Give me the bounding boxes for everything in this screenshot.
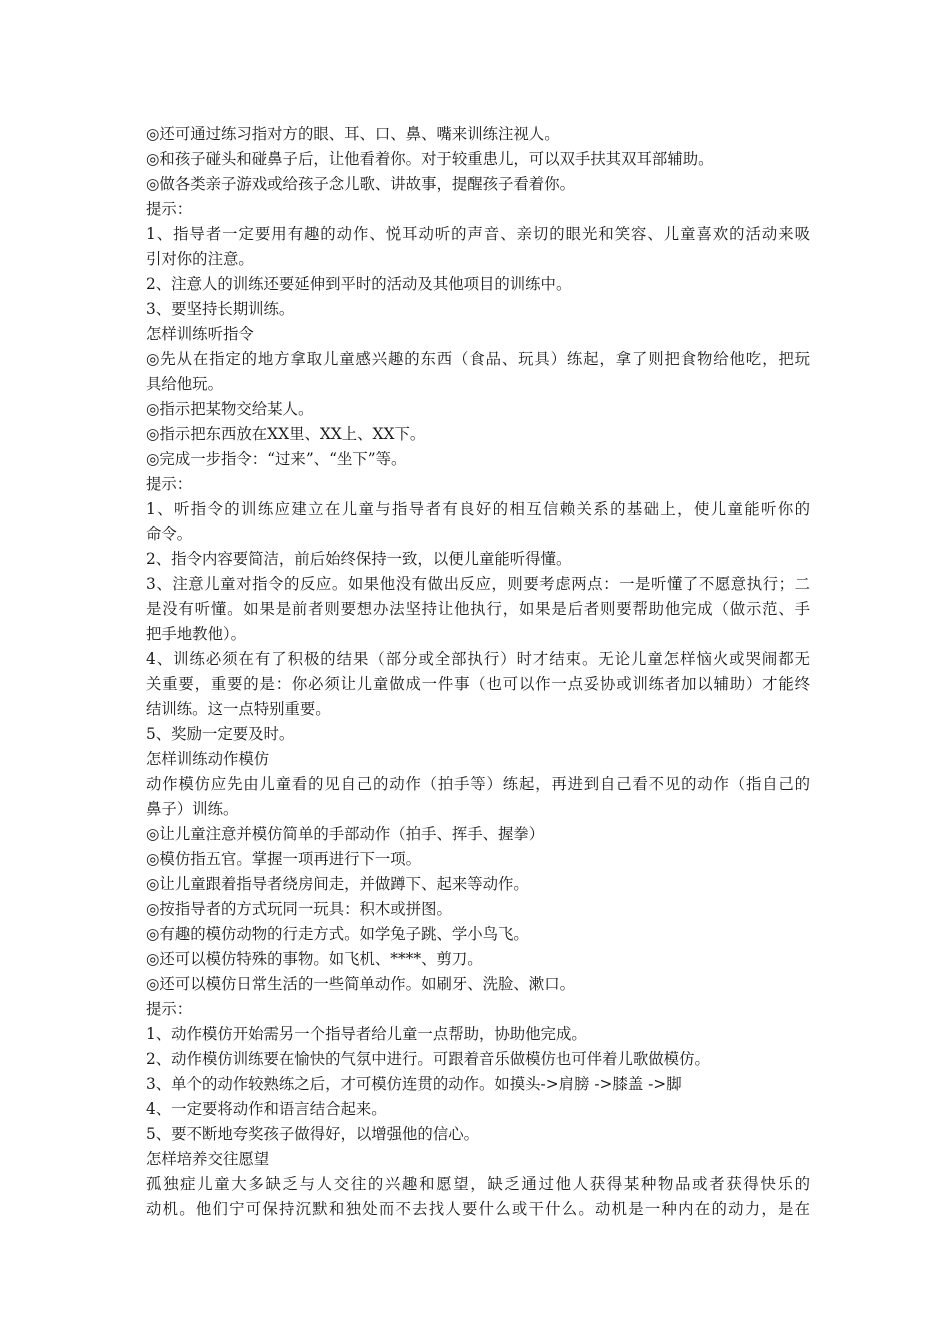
text-line: 提示： [146,200,193,218]
text-line: 鼻子）训练。 [146,800,239,818]
text-line: 5、要不断地夸奖孩子做得好，以增强他的信心。 [146,1125,479,1143]
text-line: 命令。 [146,525,193,543]
text-line: 引对你的注意。 [146,250,254,268]
text-line: 具给他玩。 [146,375,223,393]
text-line: 3、要坚持长期训练。 [146,300,295,318]
text-line: 2、注意人的训练还要延伸到平时的活动及其他项目的训练中。 [146,275,572,293]
text-line: ◎模仿指五官。掌握一项再进行下一项。 [146,850,422,868]
text-line: 把手地教他）。 [146,625,247,643]
text-line: 是没有听懂。如果是前者则要想办法坚持让他执行，如果是后者则要帮助他完成（做示范、手 [146,600,810,618]
text-line: 怎样训练动作模仿 [146,750,270,768]
text-line: 动作模仿应先由儿童看的见自己的动作（拍手等）练起，再进到自己看不见的动作（指自己的 [146,775,810,793]
text-line: 提示： [146,475,193,493]
text-line: 1、动作模仿开始需另一个指导者给儿童一点帮助，协助他完成。 [146,1025,587,1043]
text-line: ◎有趣的模仿动物的行走方式。如学兔子跳、学小鸟飞。 [146,925,529,943]
text-line: 结训练。这一点特别重要。 [146,700,331,718]
text-line: ◎还可通过练习指对方的眼、耳、口、鼻、嘴来训练注视人。 [146,125,560,143]
text-line: ◎让儿童注意并模仿简单的手部动作（拍手、挥手、握拳） [146,825,545,843]
text-line: ◎指示把某物交给某人。 [146,400,314,418]
text-line: ◎还可以模仿特殊的事物。如飞机、****、剪刀。 [146,950,483,968]
text-line: 3、单个的动作较熟练之后，才可模仿连贯的动作。如摸头->肩膀 ->膝盖 ->脚 [146,1075,682,1093]
text-line: ◎指示把东西放在XX里、XX上、XX下。 [146,425,426,443]
document-body [146,122,810,1222]
text-line: ◎做各类亲子游戏或给孩子念儿歌、讲故事，提醒孩子看着你。 [146,175,575,193]
text-line: 关重要，重要的是：你必须让儿童做成一件事（也可以作一点妥协或训练者加以辅助）才能终 [146,675,810,693]
text-line: 1、听指令的训练应建立在儿童与指导者有良好的相互信赖关系的基础上，使儿童能听你的 [146,500,810,518]
text-line: 怎样培养交往愿望 [146,1150,270,1168]
text-line: 2、动作模仿训练要在愉快的气氛中进行。可跟着音乐做模仿也可伴着儿歌做模仿。 [146,1050,710,1068]
text-line: ◎完成一步指令：“过来”、“坐下”等。 [146,450,407,468]
text-line: 动机。他们宁可保持沉默和独处而不去找人要什么或干什么。动机是一种内在的动力，是在 [146,1200,810,1218]
text-line: 1、指导者一定要用有趣的动作、悦耳动听的声音、亲切的眼光和笑容、儿童喜欢的活动来吸 [146,225,810,243]
text-line: 提示： [146,1000,193,1018]
text-line: 4、一定要将动作和语言结合起来。 [146,1100,387,1118]
text-line: 4、训练必须在有了积极的结果（部分或全部执行）时才结束。无论儿童怎样恼火或哭闹都无 [146,650,810,668]
text-line: 孤独症儿童大多缺乏与人交往的兴趣和愿望，缺乏通过他人获得某种物品或者获得快乐的 [146,1175,810,1193]
text-line: ◎先从在指定的地方拿取儿童感兴趣的东西（食品、玩具）练起，拿了则把食物给他吃，把玩 [146,350,810,368]
text-line: ◎让儿童跟着指导者绕房间走，并做蹲下、起来等动作。 [146,875,529,893]
text-line: 2、指令内容要简洁，前后始终保持一致，以便儿童能听得懂。 [146,550,572,568]
text-line: 5、奖励一定要及时。 [146,725,295,743]
text-line: 3、注意儿童对指令的反应。如果他没有做出反应，则要考虑两点：一是听懂了不愿意执行；二 [146,575,810,593]
text-line: 怎样训练听指令 [146,325,254,343]
text-line: ◎还可以模仿日常生活的一些简单动作。如刷牙、洗脸、漱口。 [146,975,575,993]
text-line: ◎和孩子碰头和碰鼻子后，让他看着你。对于较重患儿，可以双手扶其双耳部辅助。 [146,150,714,168]
text-line: ◎按指导者的方式玩同一玩具：积木或拼图。 [146,900,452,918]
